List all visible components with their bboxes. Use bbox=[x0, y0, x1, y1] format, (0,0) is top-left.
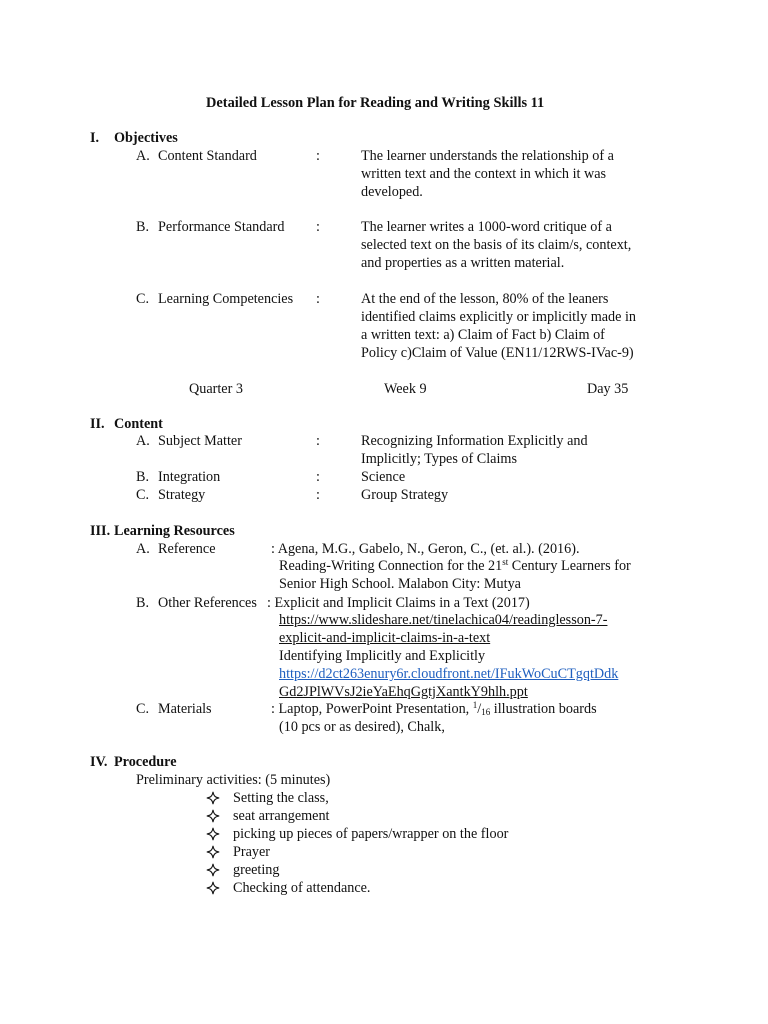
procedure-item: Prayer bbox=[233, 844, 271, 860]
section-numeral-content: II. bbox=[90, 416, 105, 432]
section-heading-resources: Learning Resources bbox=[114, 523, 235, 539]
content-a-text: Recognizing Information Explicitly and Implicitly; Types of Claims bbox=[361, 433, 588, 467]
procedure-item: Checking of attendance. bbox=[233, 880, 371, 896]
section-numeral-objectives: I. bbox=[90, 130, 100, 146]
content-b-text: Science bbox=[361, 469, 406, 485]
document-title: Detailed Lesson Plan for Reading and Writing Skills 11 bbox=[206, 95, 545, 111]
four-point-star-outline-icon bbox=[206, 881, 220, 895]
content-c-colon: : bbox=[316, 487, 320, 503]
other-references-letter: B. bbox=[136, 595, 150, 611]
cloudfront-link[interactable]: https://d2ct263enury6r.cloudfront.net/IFukWoCuCTgqtDdk bbox=[279, 666, 619, 682]
day-label: Day 35 bbox=[587, 381, 629, 397]
week-label: Week 9 bbox=[384, 381, 427, 397]
procedure-item: Setting the class, bbox=[233, 790, 329, 806]
procedure-item: picking up pieces of papers/wrapper on the floor bbox=[233, 826, 509, 842]
procedure-item: seat arrangement bbox=[233, 808, 330, 824]
objective-c-label: Learning Competencies bbox=[158, 291, 294, 307]
objective-a-colon: : bbox=[316, 148, 320, 164]
reference-line-3: Senior High School. Malabon City: Mutya bbox=[279, 576, 521, 592]
section-heading-procedure: Procedure bbox=[114, 754, 177, 770]
section-numeral-procedure: IV. bbox=[90, 754, 108, 770]
objective-a-text: The learner understands the relationship of a written text and the context in which it was developed. bbox=[361, 148, 614, 200]
reference-letter: A. bbox=[136, 541, 150, 557]
four-point-star-outline-icon bbox=[206, 791, 220, 805]
cloudfront-link-continued[interactable]: Gd2JPlWVsJ2ieYaEhqGgtjXantkY9hlh.ppt bbox=[279, 684, 528, 700]
four-point-star-outline-icon bbox=[206, 827, 220, 841]
content-a-letter: A. bbox=[136, 433, 150, 449]
objective-b-colon: : bbox=[316, 219, 320, 235]
other-references-line-4: Identifying Implicitly and Explicitly bbox=[279, 648, 486, 664]
slideshare-link-continued[interactable]: explicit-and-implicit-claims-in-a-text bbox=[279, 630, 491, 646]
quarter-label: Quarter 3 bbox=[189, 381, 243, 397]
content-a-colon: : bbox=[316, 433, 320, 449]
fraction: $^1/_{16}$ bbox=[472, 700, 491, 717]
other-references-line-1: : Explicit and Implicit Claims in a Text (2017) bbox=[267, 595, 530, 611]
objective-c-letter: C. bbox=[136, 291, 150, 307]
section-numeral-resources: III. bbox=[90, 523, 111, 539]
objective-c-colon: : bbox=[316, 291, 320, 307]
four-point-star-outline-icon bbox=[206, 863, 220, 877]
content-b-label: Integration bbox=[158, 469, 221, 485]
four-point-star-outline-icon bbox=[206, 845, 220, 859]
materials-letter: C. bbox=[136, 701, 150, 717]
four-point-star-outline-icon bbox=[206, 809, 220, 823]
materials-line-2: (10 pcs or as desired), Chalk, bbox=[279, 719, 445, 735]
objective-a-letter: A. bbox=[136, 148, 150, 164]
objective-a-label: Content Standard bbox=[158, 148, 257, 164]
materials-line-1: : Laptop, PowerPoint Presentation, $^1/_{16}$ illustration boards bbox=[271, 700, 597, 717]
content-c-label: Strategy bbox=[158, 487, 206, 503]
section-heading-content: Content bbox=[114, 416, 163, 432]
content-c-letter: C. bbox=[136, 487, 150, 503]
procedure-item: greeting bbox=[233, 862, 280, 878]
objective-b-text: The learner writes a 1000-word critique of a selected text on the basis of its claim/s, context, and properties as a written material. bbox=[361, 219, 632, 271]
reference-line-2: Reading-Writing Connection for the 21st Century Learners for bbox=[279, 557, 631, 574]
preliminary-activities: Preliminary activities: (5 minutes) bbox=[136, 772, 331, 788]
section-heading-objectives: Objectives bbox=[114, 130, 178, 146]
objective-b-letter: B. bbox=[136, 219, 150, 235]
content-b-colon: : bbox=[316, 469, 320, 485]
other-references-label: Other References bbox=[158, 595, 257, 611]
objective-c-text: At the end of the lesson, 80% of the leaners identified claims explicitly or implicitly made in a written text: a) Claim of Fact b) Claim of Policy c)Claim of Value (EN11/12RWS-IVac-9) bbox=[361, 291, 637, 361]
reference-line-1: : Agena, M.G., Gabelo, N., Geron, C., (et. al.). (2016). bbox=[271, 541, 580, 557]
reference-label: Reference bbox=[158, 541, 216, 557]
content-c-text: Group Strategy bbox=[361, 487, 449, 503]
objective-b-label: Performance Standard bbox=[158, 219, 285, 235]
content-b-letter: B. bbox=[136, 469, 150, 485]
slideshare-link[interactable]: https://www.slideshare.net/tinelachica04/readinglesson-7- bbox=[279, 612, 608, 628]
materials-label: Materials bbox=[158, 701, 212, 717]
content-a-label: Subject Matter bbox=[158, 433, 242, 449]
